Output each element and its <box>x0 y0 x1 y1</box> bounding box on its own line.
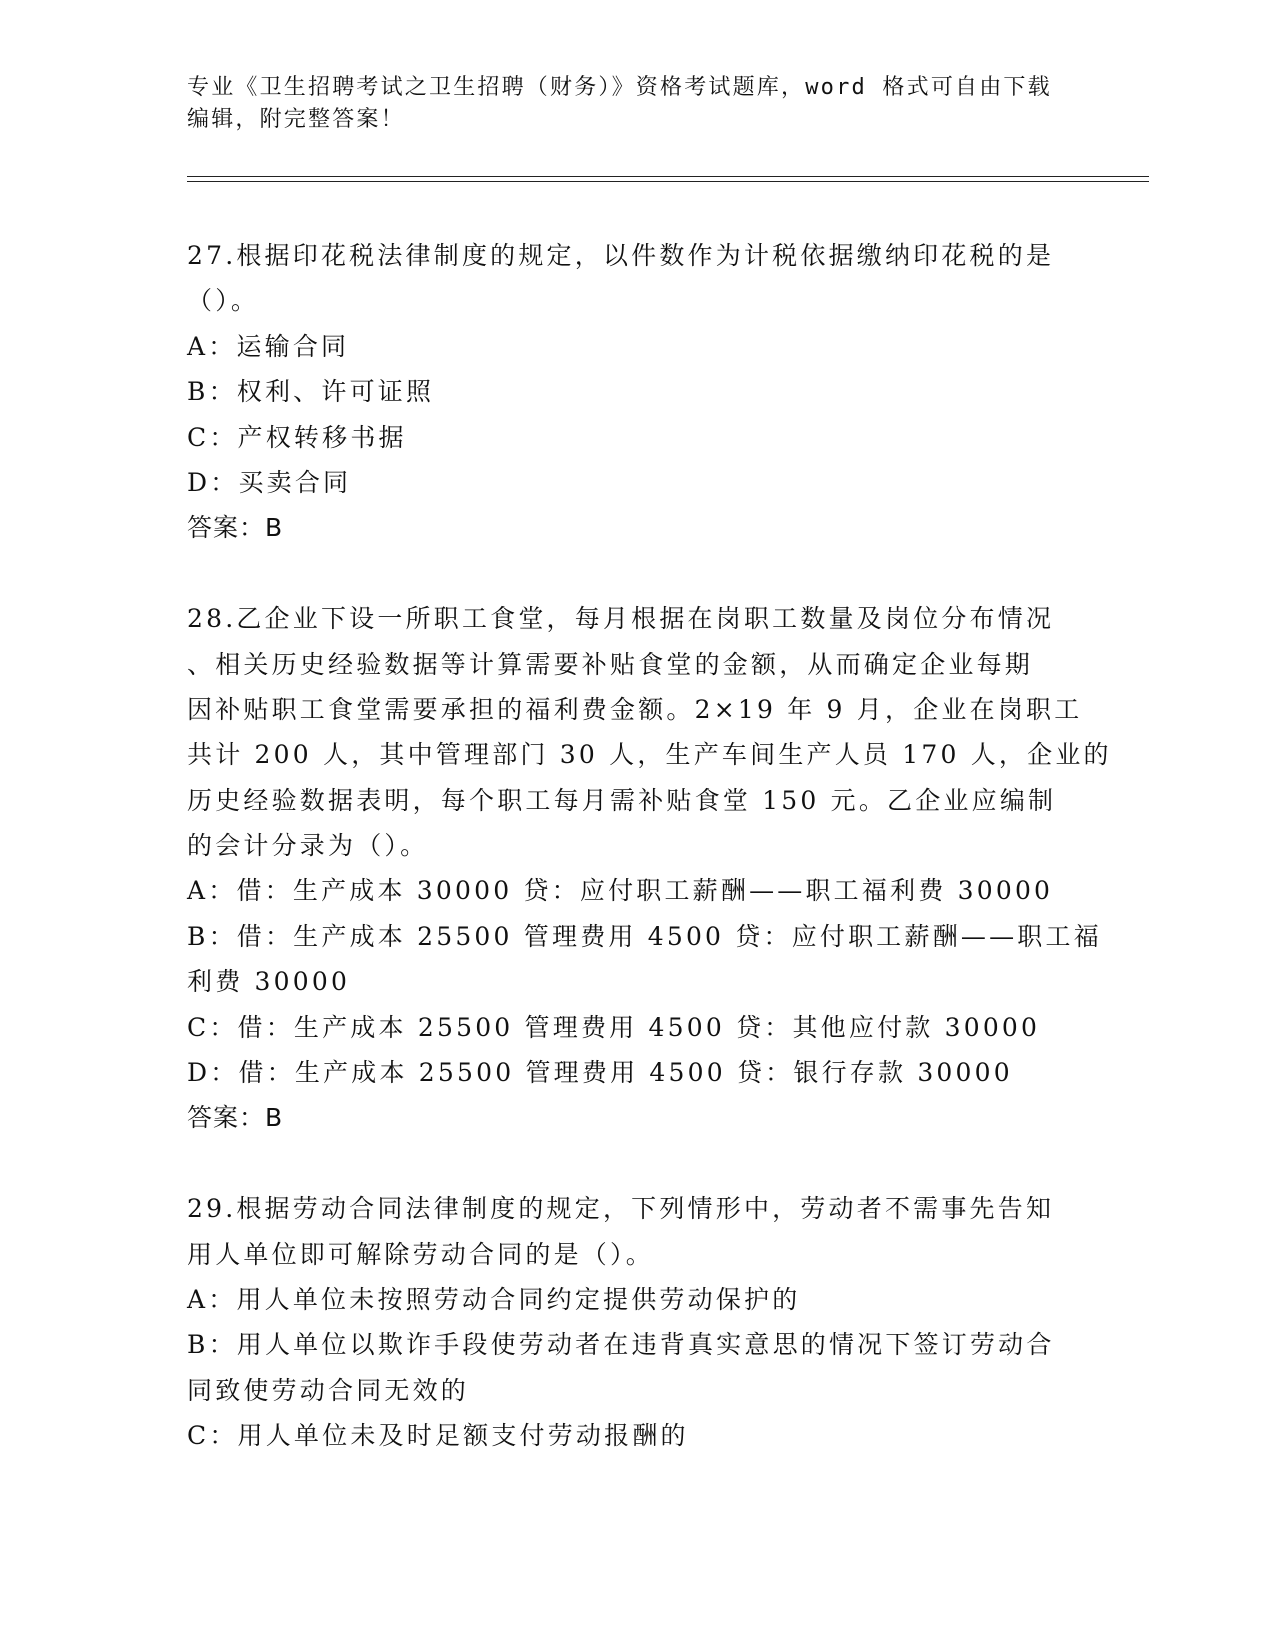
question-spacer <box>187 551 1087 596</box>
question-stem-line: 因补贴职工食堂需要承担的福利费金额。2×19 年 9 月，企业在岗职工 <box>187 694 1083 724</box>
answer-line: 答案：B <box>187 513 284 543</box>
question-stem-line: （）。 <box>187 286 260 316</box>
option-b: B：借：生产成本 25500 管理费用 4500 贷：应付职工薪酬——职工福 <box>187 921 1102 951</box>
option-c: C：借：生产成本 25500 管理费用 4500 贷：其他应付款 30000 <box>187 1012 1041 1042</box>
question-stem-line: 28.乙企业下设一所职工食堂，每月根据在岗职工数量及岗位分布情况 <box>187 604 1055 634</box>
option-d: D：借：生产成本 25500 管理费用 4500 贷：银行存款 30000 <box>187 1058 1013 1088</box>
question-stem-line: 用人单位即可解除劳动合同的是（）。 <box>187 1239 654 1269</box>
question-list <box>187 233 1112 1459</box>
question-stem-line: 历史经验数据表明，每个职工每月需补贴食堂 150 元。乙企业应编制 <box>187 785 1057 815</box>
header-line-2: 编辑，附完整答案！ <box>187 107 405 132</box>
question-stem-line: 共计 200 人，其中管理部门 30 人，生产车间生产人员 170 人，企业的 <box>187 740 1112 770</box>
option-b-continued: 利费 30000 <box>187 967 351 997</box>
question-27 <box>187 233 1087 551</box>
question-spacer <box>187 1141 1087 1186</box>
answer-line: 答案：B <box>187 1103 284 1133</box>
question-stem-line: 27.根据印花税法律制度的规定，以件数作为计税依据缴纳印花税的是 <box>187 241 1055 270</box>
question-stem-line: 、相关历史经验数据等计算需要补贴食堂的金额，从而确定企业每期 <box>187 649 1034 679</box>
header-divider-bottom <box>187 181 1149 182</box>
question-29 <box>187 1186 1087 1458</box>
option-b: B：用人单位以欺诈手段使劳动者在违背真实意思的情况下签订劳动合 <box>187 1330 1055 1360</box>
option-c: C：用人单位未及时足额支付劳动报酬的 <box>187 1421 689 1451</box>
header-divider-top <box>187 176 1149 177</box>
option-a: A：借：生产成本 30000 贷：应付职工薪酬——职工福利费 30000 <box>187 876 1054 906</box>
option-b: B：权利、许可证照 <box>187 377 435 407</box>
option-b-continued: 同致使劳动合同无效的 <box>187 1375 470 1405</box>
header-line-1: 专业《卫生招聘考试之卫生招聘（财务）》资格考试题库，word 格式可自由下载 <box>187 75 1052 100</box>
option-d: D：买卖合同 <box>187 467 352 497</box>
option-a: A：运输合同 <box>187 331 350 361</box>
question-28 <box>187 596 1112 1141</box>
question-stem-line: 29.根据劳动合同法律制度的规定，下列情形中，劳动者不需事先告知 <box>187 1194 1055 1224</box>
question-stem-line: 的会计分录为（）。 <box>187 831 429 861</box>
option-a: A：用人单位未按照劳动合同约定提供劳动保护的 <box>187 1284 801 1314</box>
option-c: C：产权转移书据 <box>187 422 407 452</box>
document-header <box>187 72 1087 136</box>
